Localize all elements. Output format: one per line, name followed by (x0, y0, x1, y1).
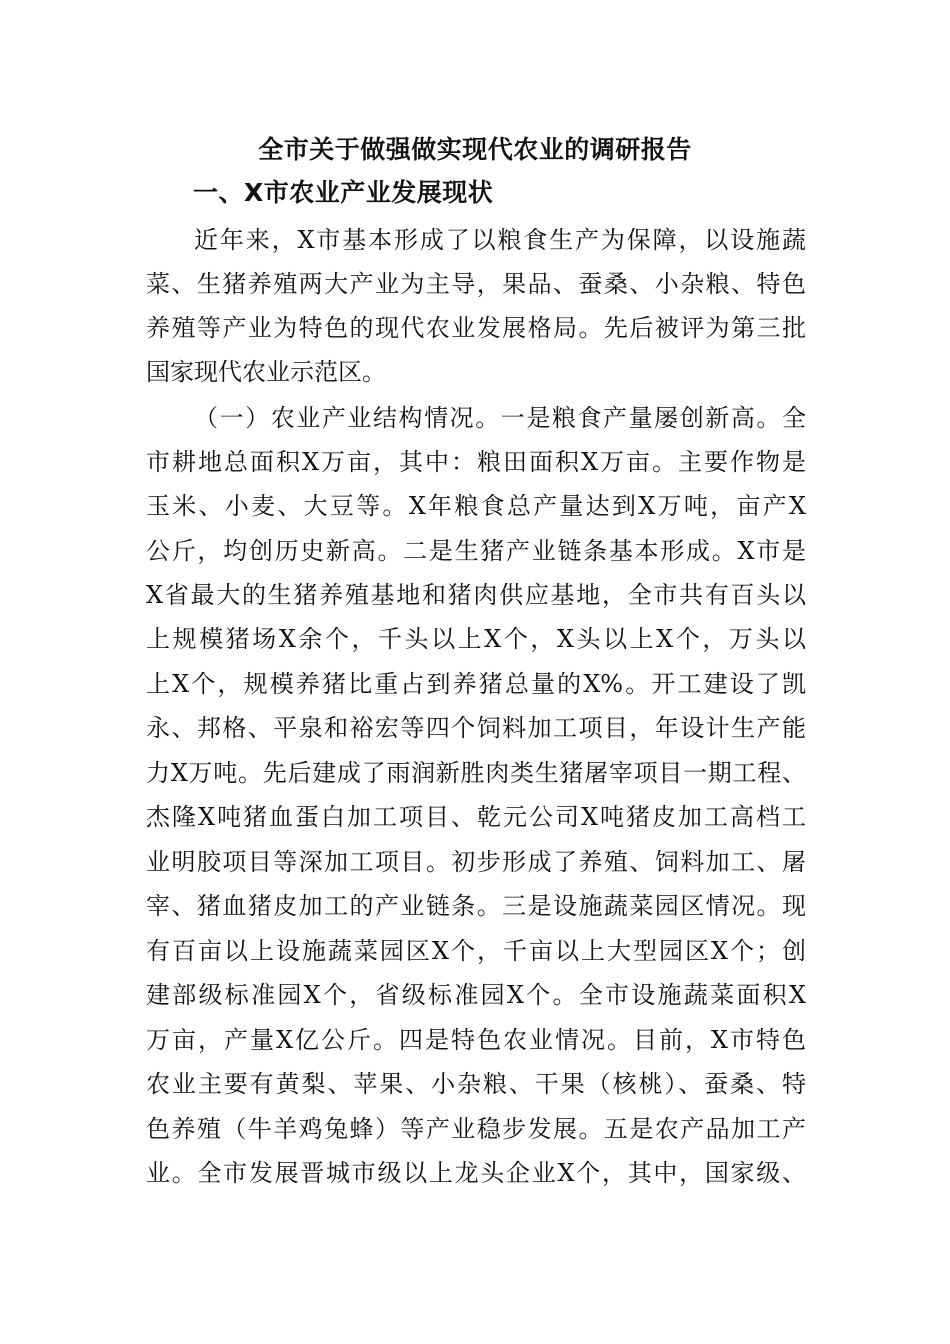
paragraph-line: 养殖等产业为特色的现代农业发展格局。先后被评为第三批 (146, 314, 806, 342)
paragraph-line: 万亩，产量X亿公斤。四是特色农业情况。目前，X市特色 (146, 1026, 806, 1054)
section-heading: 一、X市农业产业发展现状 (193, 178, 494, 207)
paragraph-line: 农业主要有黄梨、苹果、小杂粮、干果（核桃）、蚕桑、特 (146, 1070, 806, 1098)
paragraph-line: 业。全市发展晋城市级以上龙头企业X个，其中，国家级、 (146, 1159, 806, 1187)
paragraph-line: 永、邦格、平泉和裕宏等四个饲料加工项目，年设计生产能 (146, 714, 806, 742)
paragraph-line: 国家现代农业示范区。 (146, 358, 386, 386)
paragraph-line: 公斤，均创历史新高。二是生猪产业链条基本形成。X市是 (146, 537, 806, 565)
document-title: 全市关于做强做实现代农业的调研报告 (258, 135, 692, 164)
paragraph-line: 建部级标准园X个，省级标准园X个。全市设施蔬菜面积X (146, 981, 806, 1009)
paragraph-line: 力X万吨。先后建成了雨润新胜肉类生猪屠宰项目一期工程、 (146, 759, 806, 787)
paragraph-line: （一）农业产业结构情况。一是粮食产量屡创新高。全 (194, 404, 806, 432)
paragraph-line: 色养殖（牛羊鸡兔蜂）等产业稳步发展。五是农产品加工产 (146, 1115, 806, 1143)
paragraph-line: 上规模猪场X余个，千头以上X个，X头以上X个，万头以 (146, 625, 806, 653)
paragraph-line: 近年来，X市基本形成了以粮食生产为保障，以设施蔬 (194, 226, 806, 254)
paragraph-line: 杰隆X吨猪血蛋白加工项目、乾元公司X吨猪皮加工高档工 (146, 803, 806, 831)
paragraph-line: 有百亩以上设施蔬菜园区X个，千亩以上大型园区X个；创 (146, 937, 806, 965)
paragraph-line: 市耕地总面积X万亩，其中：粮田面积X万亩。主要作物是 (146, 448, 806, 476)
paragraph-line: 宰、猪血猪皮加工的产业链条。三是设施蔬菜园区情况。现 (146, 892, 806, 920)
paragraph-line: 玉米、小麦、大豆等。X年粮食总产量达到X万吨，亩产X (146, 492, 806, 520)
paragraph-line: 业明胶项目等深加工项目。初步形成了养殖、饲料加工、屠 (146, 848, 806, 876)
paragraph-line: 上X个，规模养猪比重占到养猪总量的X%。开工建设了凯 (146, 670, 806, 698)
paragraph-line: X省最大的生猪养殖基地和猪肉供应基地，全市共有百头以 (146, 581, 806, 609)
paragraph-line: 菜、生猪养殖两大产业为主导，果品、蚕桑、小杂粮、特色 (146, 270, 806, 298)
